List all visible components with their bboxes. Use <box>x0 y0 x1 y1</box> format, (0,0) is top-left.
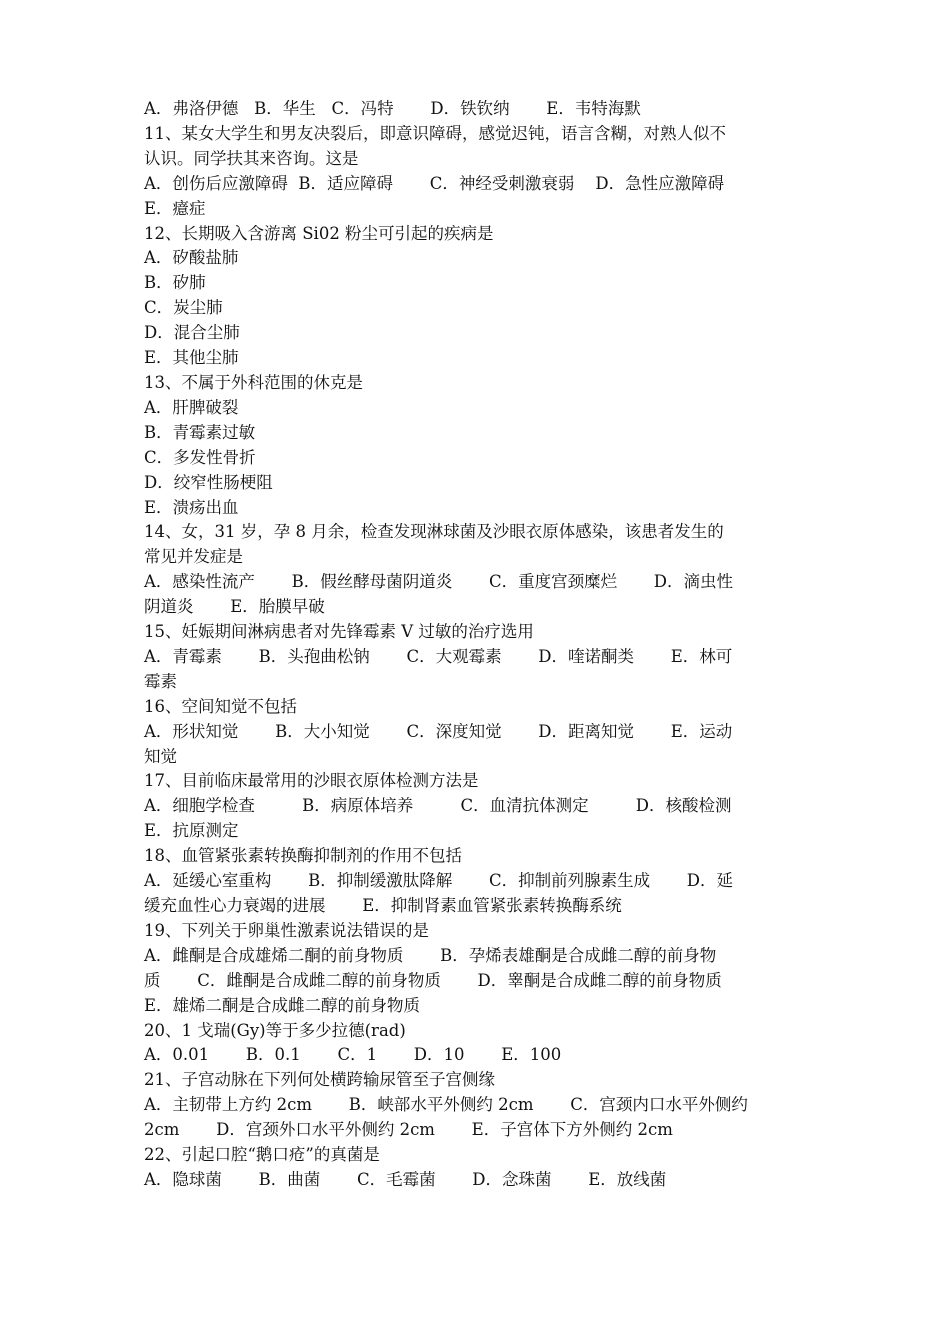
text-line: 知觉 <box>144 746 177 766</box>
question-19-stem: 19、下列关于卵巢性激素说法错误的是 <box>144 920 429 940</box>
text-line: E．抗原测定 <box>144 821 239 841</box>
question-15-stem: 15、妊娠期间淋病患者对先锋霉素 V 过敏的治疗选用 <box>144 622 534 642</box>
question-16-stem: 16、空间知觉不包括 <box>144 696 297 716</box>
question-21-stem: 21、子宫动脉在下列何处横跨输尿管至子宫侧缘 <box>144 1070 495 1090</box>
text-line: A．矽酸盐肺 <box>144 248 239 268</box>
text-line: A．弗洛伊德 B．华生 C．冯特 D．铁钦纳 E．韦特海默 <box>144 99 641 118</box>
text-line: A．形状知觉 B．大小知觉 C．深度知觉 D．距离知觉 E．运动 <box>144 721 733 741</box>
question-22-stem: 22、引起口腔“鹅口疮”的真菌是 <box>144 1145 380 1165</box>
text-line: A．肝脾破裂 <box>144 397 239 417</box>
text-line: E．癔症 <box>144 198 206 218</box>
text-line: D．绞窄性肠梗阻 <box>144 472 273 492</box>
text-line: E．溃疡出血 <box>144 497 239 517</box>
text-line: 认识。同学扶其来咨询。这是 <box>144 148 359 168</box>
text-line: 常见并发症是 <box>144 547 243 567</box>
text-line: E．雄烯二酮是合成雌二醇的前身物质 <box>144 995 421 1015</box>
text-line: C．炭尘肺 <box>144 298 223 318</box>
question-14-stem: 14、女，31 岁，孕 8 月余，检查发现淋球菌及沙眼衣原体感染，该患者发生的 <box>144 522 724 542</box>
text-line: 2cm D．宫颈外口水平外侧约 2cm E．子宫体下方外侧约 2cm <box>144 1120 673 1140</box>
question-11-stem: 11、某女大学生和男友决裂后，即意识障碍，感觉迟钝，语言含糊，对熟人似不 <box>144 123 726 143</box>
text-line: A．主韧带上方约 2cm B．峡部水平外侧约 2cm C．宫颈内口水平外侧约 <box>144 1095 748 1115</box>
text-line: A．细胞学检查 B．病原体培养 C．血清抗体测定 D．核酸检测 <box>144 796 732 816</box>
question-18-stem: 18、血管紧张素转换酶抑制剂的作用不包括 <box>144 846 462 866</box>
text-line: A．0.01 B．0.1 C．1 D．10 E．100 <box>144 1045 562 1065</box>
question-20-stem: 20、1 戈瑞(Gy)等于多少拉德(rad) <box>144 1020 406 1040</box>
text-line: A．创伤后应激障碍 B．适应障碍 C．神经受刺激衰弱 D．急性应激障碍 <box>144 173 725 193</box>
text-line: E．其他尘肺 <box>144 348 239 368</box>
text-line: 质 C．雌酮是合成雌二醇的前身物质 D．睾酮是合成雌二醇的前身物质 <box>144 970 722 990</box>
text-line: A．雌酮是合成雄烯二酮的前身物质 B．孕烯表雄酮是合成雌二醇的前身物 <box>144 945 717 965</box>
text-line: 阴道炎 E．胎膜早破 <box>144 597 325 617</box>
text-line: 缓充血性心力衰竭的进展 E．抑制肾素血管紧张素转换酶系统 <box>144 896 622 915</box>
question-12-stem: 12、长期吸入含游离 Si02 粉尘可引起的疾病是 <box>144 223 494 243</box>
document-body <box>144 97 816 1193</box>
text-line: A．感染性流产 B．假丝酵母菌阴道炎 C．重度宫颈糜烂 D．滴虫性 <box>144 572 734 592</box>
question-13-stem: 13、不属于外科范围的休克是 <box>144 372 363 392</box>
text-line: C．多发性骨折 <box>144 447 256 467</box>
text-line: B．青霉素过敏 <box>144 422 256 442</box>
text-line: A．隐球菌 B．曲菌 C．毛霉菌 D．念珠菌 E．放线菌 <box>144 1169 667 1189</box>
text-line: 霉素 <box>144 671 177 691</box>
question-17-stem: 17、目前临床最常用的沙眼衣原体检测方法是 <box>144 771 479 791</box>
text-line: D．混合尘肺 <box>144 323 240 343</box>
text-line: A．延缓心室重构 B．抑制缓激肽降解 C．抑制前列腺素生成 D．延 <box>144 871 734 891</box>
text-line: A．青霉素 B．头孢曲松钠 C．大观霉素 D．喹诺酮类 E．林可 <box>144 646 733 666</box>
text-line: B．矽肺 <box>144 273 206 293</box>
